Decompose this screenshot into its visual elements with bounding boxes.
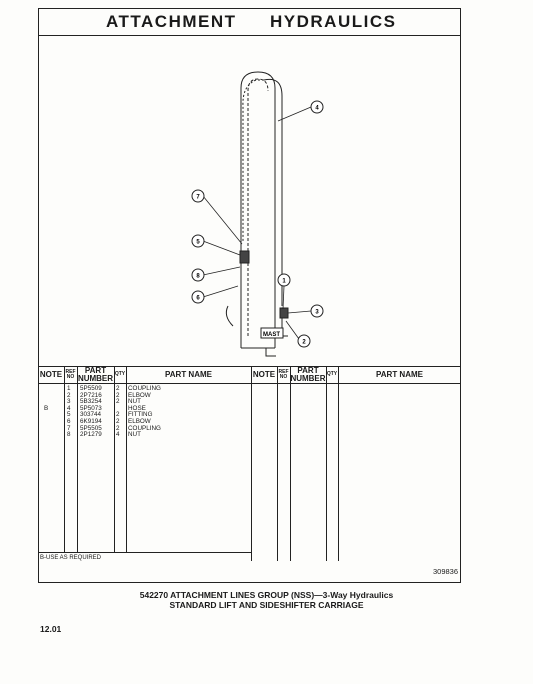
table-cell-qty: 2 (116, 411, 120, 419)
svg-text:2: 2 (302, 339, 306, 346)
col-part-number: PART NUMBER (77, 365, 114, 383)
col-note: NOTE (39, 370, 63, 379)
table-cell-qty: 4 (116, 431, 120, 439)
svg-text:8: 8 (196, 273, 200, 280)
mast-label: MAST (263, 332, 280, 338)
col-qty: QTY (114, 371, 126, 377)
col-ref: REF NO (65, 368, 76, 380)
table-cell-part: 5P5509 (80, 385, 102, 392)
table-cell-part: 5P5073 (80, 404, 102, 412)
col-note-2: NOTE (252, 370, 276, 379)
hose-left (243, 80, 264, 241)
section-title (38, 8, 461, 36)
table-cell-name: ELBOW (128, 391, 151, 399)
col-part-name-2: PART NAME (376, 370, 423, 379)
table-cell-name: COUPLING (128, 424, 161, 432)
table-cell-qty: 2 (116, 391, 120, 399)
svg-text:1: 1 (282, 278, 286, 285)
col-qty-2: QTY (326, 371, 338, 377)
table-cell-qty: 2 (116, 398, 120, 406)
table-cell-ref: 2 (67, 391, 71, 399)
bracket-curve (226, 306, 233, 326)
table-cell-note: B (44, 404, 49, 412)
table-cell-qty: 2 (116, 424, 120, 432)
table-cell-part: 5P5505 (80, 424, 102, 432)
fitting-right (280, 308, 288, 318)
page-number: 12.01 (40, 624, 62, 634)
table-cell-ref: 6 (67, 418, 71, 425)
table-cell-part: 2P1279 (80, 431, 102, 439)
table-cell-part: 5B3254 (80, 398, 102, 406)
caption-line-1: 542270 ATTACHMENT LINES GROUP (NSS)—3-Way Hydraulics (139, 590, 394, 600)
table-cell-name: ELBOW (128, 418, 151, 425)
callout-7 (192, 190, 204, 202)
table-cell-ref: 7 (67, 424, 71, 432)
mast-outline (241, 72, 275, 348)
svg-text:4: 4 (315, 105, 319, 112)
callout-1 (278, 274, 290, 286)
svg-text:7: 7 (196, 194, 200, 201)
callouts (192, 101, 323, 347)
table-cell-ref: 3 (67, 398, 71, 406)
hose-right (264, 79, 282, 306)
callout-2 (298, 335, 310, 347)
callout-8 (192, 269, 204, 281)
table-cell-part: 6K9194 (80, 418, 102, 425)
table-cell-name: NUT (128, 398, 141, 406)
table-cell-part: 2P7216 (80, 391, 102, 399)
title-left: ATTACHMENT (106, 11, 237, 31)
table-footnote: B-USE AS REQUIRED (40, 555, 102, 561)
title-right: HYDRAULICS (270, 11, 397, 31)
table-cell-part: 303744 (80, 411, 102, 419)
caption-line-2: STANDARD LIFT AND SIDESHIFTER CARRIAGE (169, 600, 364, 610)
callout-3 (311, 305, 323, 317)
table-cell-name: NUT (128, 431, 141, 439)
col-part-number-2: PART NUMBER (290, 365, 326, 383)
col-ref-2: REF NO (278, 368, 289, 380)
fitting-left (240, 251, 249, 263)
table-cell-ref: 4 (67, 404, 71, 412)
table-cell-qty: 2 (116, 385, 120, 392)
table-cell-ref: 1 (67, 385, 71, 392)
table-cell-qty: 2 (116, 418, 120, 425)
table-cell-name: FITTING (128, 411, 153, 419)
illustration-number: 309836 (433, 567, 459, 576)
parts-diagram (38, 36, 461, 366)
callout-4 (311, 101, 323, 113)
callout-5 (192, 235, 204, 247)
table-cell-ref: 5 (67, 411, 71, 419)
callout-6 (192, 291, 204, 303)
col-part-name: PART NAME (165, 370, 212, 379)
table-cell-name: COUPLING (128, 385, 161, 392)
svg-text:5: 5 (196, 239, 200, 246)
mast-inner (248, 79, 268, 336)
svg-text:3: 3 (315, 309, 319, 316)
table-cell-ref: 8 (67, 431, 71, 439)
table-cell-name: HOSE (128, 404, 146, 412)
svg-text:6: 6 (196, 295, 200, 302)
